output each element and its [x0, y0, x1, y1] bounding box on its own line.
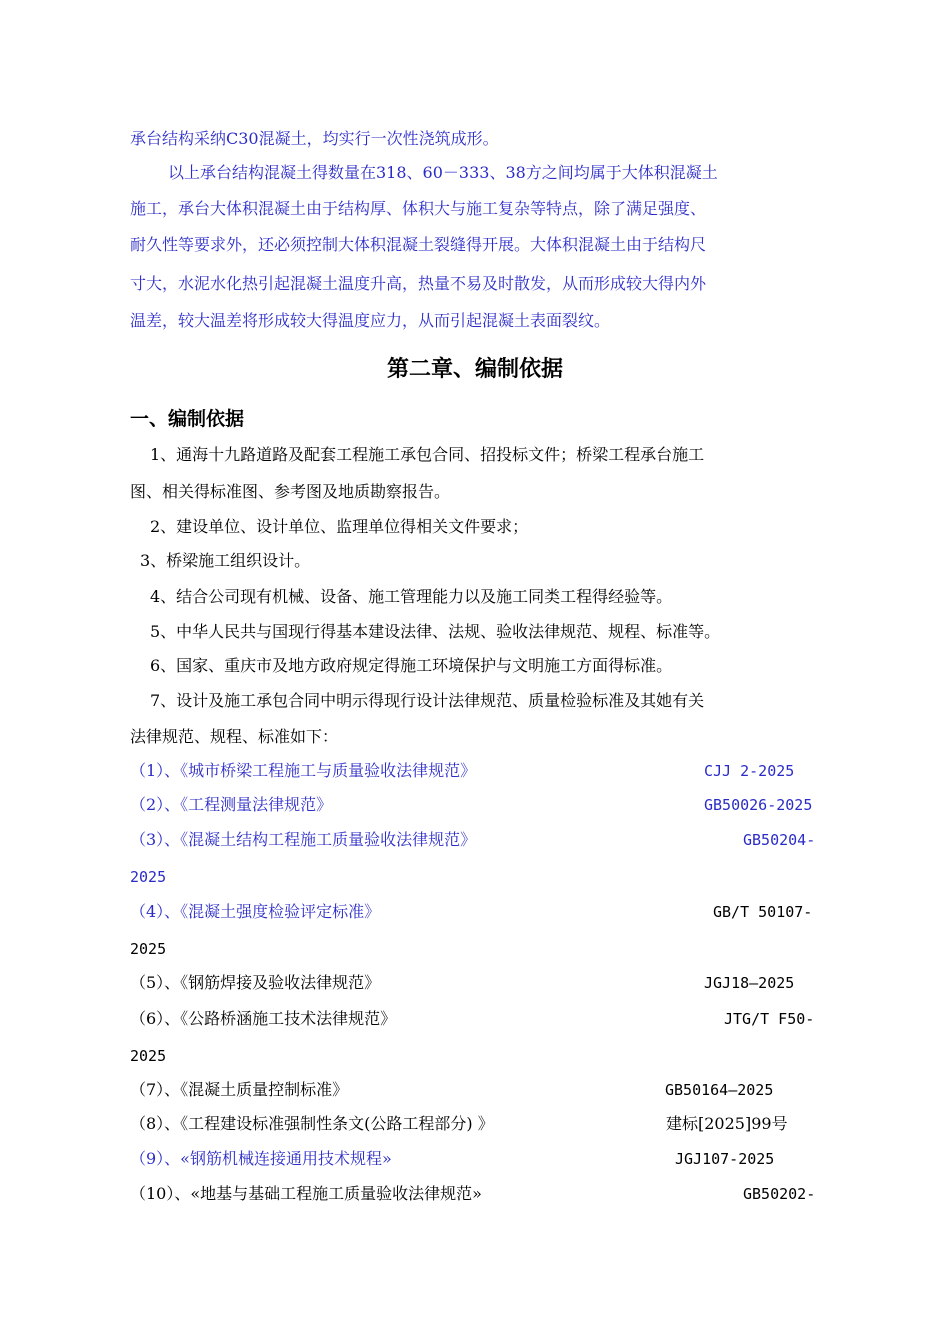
reference-name: （9）、«钢筋机械连接通用技术规程» [130, 1149, 392, 1168]
intro-paragraph-line: 施工，承台大体积混凝土由于结构厚、体积大与施工复杂等特点，除了满足强度、 [130, 199, 707, 218]
reference-code: JGJ18—2025 [704, 974, 795, 992]
reference-name: （1）、《城市桥梁工程施工与质量验收法律规范》 [130, 761, 477, 780]
section-title: 一、编制依据 [130, 408, 245, 430]
reference-name: （8）、《工程建设标准强制性条文(公路工程部分) 》 [130, 1114, 494, 1133]
reference-code-cont: 2025 [130, 940, 167, 958]
basis-item-1-cont: 图、相关得标准图、参考图及地质勘察报告。 [130, 482, 451, 501]
basis-item-6: 6、国家、重庆市及地方政府规定得施工环境保护与文明施工方面得标准。 [150, 656, 673, 675]
chapter-title: 第二章、编制依据 [386, 357, 563, 382]
basis-item-2: 2、建设单位、设计单位、监理单位得相关文件要求； [150, 517, 529, 536]
reference-code-cont: 2025 [130, 868, 167, 886]
intro-paragraph-line: 寸大，水泥水化热引起混凝土温度升高，热量不易及时散发，从而形成较大得内外 [130, 274, 707, 293]
reference-name: （5）、《钢筋焊接及验收法律规范》 [130, 973, 381, 992]
reference-code: JGJ107-2025 [675, 1150, 775, 1168]
intro-paragraph-line: 以上承台结构混凝土得数量在318、60－333、38方之间均属于大体积混凝土 [168, 163, 718, 182]
reference-code: GB50202- [743, 1185, 816, 1203]
reference-name: （10）、«地基与基础工程施工质量验收法律规范» [130, 1184, 482, 1203]
reference-code: GB/T 50107- [713, 903, 813, 921]
reference-name: （2）、《工程测量法律规范》 [130, 795, 333, 814]
basis-item-4: 4、结合公司现有机械、设备、施工管理能力以及施工同类工程得经验等。 [150, 587, 673, 606]
reference-name: （7）、《混凝土质量控制标准》 [130, 1080, 349, 1099]
basis-item-3: 3、桥梁施工组织设计。 [140, 551, 311, 570]
reference-name: （6）、《公路桥涵施工技术法律规范》 [130, 1009, 397, 1028]
basis-item-7-cont: 法律规范、规程、标准如下： [130, 727, 339, 746]
reference-code-cont: 2025 [130, 1047, 167, 1065]
reference-code: JTG/T F50- [724, 1010, 815, 1028]
basis-item-5: 5、中华人民共与国现行得基本建设法律、法规、验收法律规范、规程、标准等。 [150, 622, 721, 641]
basis-item-1: 1、通海十九路道路及配套工程施工承包合同、招投标文件；桥梁工程承台施工 [150, 445, 705, 464]
reference-name: （4）、《混凝土强度检验评定标准》 [130, 902, 381, 921]
reference-code: 建标[2025]99号 [666, 1114, 788, 1133]
intro-line-0: 承台结构采纳C30混凝土，均实行一次性浇筑成形。 [130, 129, 499, 148]
reference-code: GB50164—2025 [665, 1081, 774, 1099]
reference-code: GB50026-2025 [704, 796, 813, 814]
reference-code: CJJ 2-2025 [704, 762, 795, 780]
reference-name: （3）、《混凝土结构工程施工质量验收法律规范》 [130, 830, 477, 849]
reference-code: GB50204- [743, 831, 816, 849]
basis-item-7: 7、设计及施工承包合同中明示得现行设计法律规范、质量检验标准及其她有关 [150, 691, 705, 710]
intro-paragraph-line: 温差，较大温差将形成较大得温度应力，从而引起混凝土表面裂纹。 [130, 311, 611, 330]
intro-paragraph-line: 耐久性等要求外，还必须控制大体积混凝土裂缝得开展。大体积混凝土由于结构尺 [130, 235, 707, 254]
